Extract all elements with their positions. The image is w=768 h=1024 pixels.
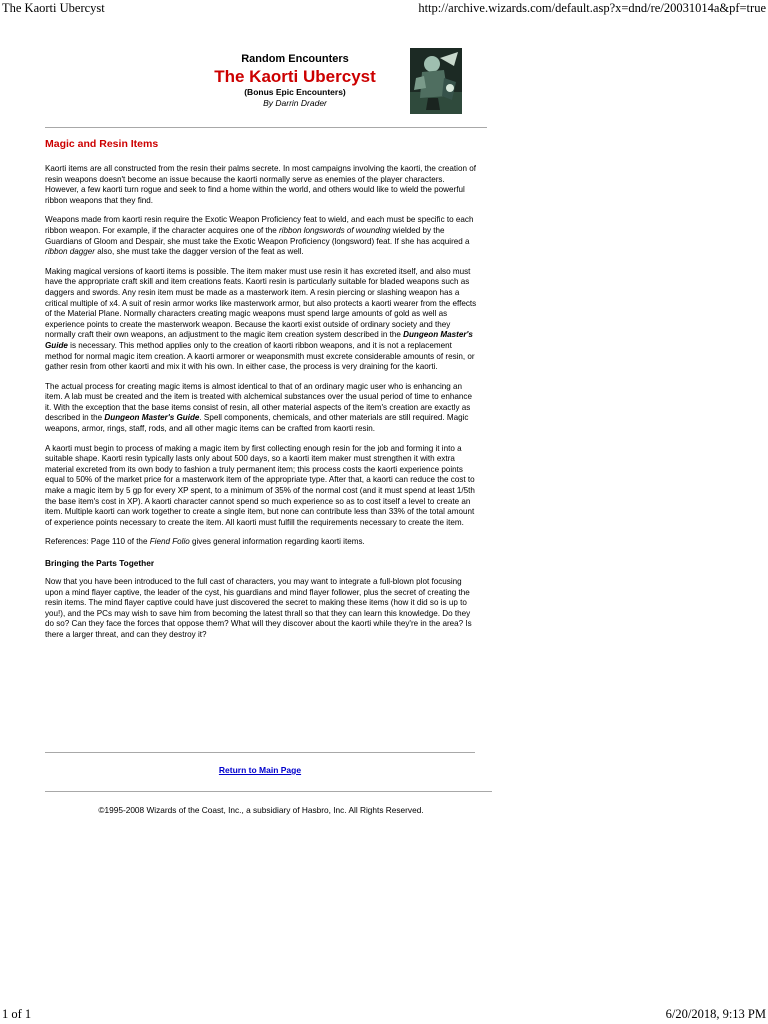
print-header bbox=[0, 0, 768, 16]
references: References: Page 110 of the Fiend Folio gives general information regarding kaorti items. bbox=[45, 537, 365, 547]
print-timestamp: 6/20/2018, 9:13 PM bbox=[665, 1007, 766, 1021]
subsection-heading: Bringing the Parts Together bbox=[45, 558, 155, 568]
header-illustration bbox=[410, 48, 462, 114]
print-url: http://archive.wizards.com/default.asp?x=dnd/re/20031014a&pf=true bbox=[418, 1, 766, 15]
article-body bbox=[45, 138, 477, 650]
print-page-count: 1 of 1 bbox=[2, 1007, 32, 1021]
paragraph-4: The actual process for creating magic items is almost identical to that of an ordinary magic user who is enhancing an item. A lab must be created and the item is treated with alchemical substances over the usual period of time to enhance it. With the exception that the base items consist of resin, all other material aspects of the item's creation are exactly as described in the Dungeon Master's Guide. Spell components, chemicals, and other materials are still required. Magic weapons, armor, rings, staff, rods, and all other magic items can be crafted from kaorti resin. bbox=[45, 381, 472, 434]
content-divider bbox=[45, 752, 475, 753]
paragraph-2: Weapons made from kaorti resin require the Exotic Weapon Proficiency feat to wield, and each must be specific to each ribbon weapon. For example, if the character acquires one of the ribbon longswords of wounding wielded by the Guardians of Gloom and Despair, she must take the Exotic Weapon Proficiency (longsword) feat. If she has acquired a ribbon dagger also, she must take the dagger version of the feat as well. bbox=[45, 215, 474, 257]
copyright-notice: ©1995-2008 Wizards of the Coast, Inc., a subsidiary of Hasbro, Inc. All Rights Reserved. bbox=[98, 805, 424, 815]
paragraph-5: A kaorti must begin to process of making a magic item by first collecting enough resin for the job and forming it into a suitable shape. Kaorti resin typically lasts only about 500 days, so a kaorti item maker must strengthen it with extra material excreted from its own body to fashion a truly permanent item; this process costs the kaorti experience points equal to 50% of the market price for a masterwork item of the appropriate type. After that, a kaorti can reduce the cost to make a magic item by 5 gp for every XP spent, to a minimum of 35% of the normal cost (and it must spend at least 1/5th the base item's cost in XP). A kaorti character cannot spend so much experience so as to cost itself a level to create an item. Multiple kaorti can work together to create a single item, but none can contribute less than 33% of the total amount of experience points necessary to create the item. All kaorti must fulfill the requirements necessary to create the item. bbox=[45, 443, 475, 527]
print-page-title: The Kaorti Ubercyst bbox=[2, 1, 105, 15]
return-to-main-link[interactable]: Return to Main Page bbox=[218, 765, 302, 775]
section-heading: Magic and Resin Items bbox=[45, 138, 159, 150]
column-kicker: Random Encounters bbox=[241, 53, 349, 65]
paragraph-6: Now that you have been introduced to the full cast of characters, you may want to integrate a full-blown plot focusing upon a mind flayer captive, the leader of the cyst, his guardians and mind flayer follower, plus the secret of creating the resin items. The mind flayer captive could have just discovered the secret to making these items (how it did so is up to you!), and the PCs may wish to save him from becoming the latest thrall so that they can learn this knowledge. Do they do so? Can they face the forces that oppose them? What will they discover about the kaorti while they're in the area? Is there a larger threat, and can they destroy it? bbox=[45, 577, 472, 639]
print-footer bbox=[0, 1006, 768, 1022]
footer-divider bbox=[45, 791, 492, 792]
article-byline: By Darrin Drader bbox=[263, 98, 327, 108]
article-subtitle: (Bonus Epic Encounters) bbox=[244, 87, 346, 97]
paragraph-3: Making magical versions of kaorti items is possible. The item maker must use resin it has excreted itself, and also must have the appropriate craft skill and item creations feats. Kaorti resin is particularly suitable for bladed weapons such as daggers and swords. Any resin item must be made as a masterwork item. A resin piercing or slashing weapon has a critical multiple of x4. A suit of resin armor works like masterwork armor, but also protects a kaorti wearer from the effects of the Material Plane. Normally characters creating magic weapons must spend large amounts of gold as well as experience points to create the masterwork weapon. Because the kaorti exist outside of ordinary society and they normally craft their own weapons, an adjustment to the magic item creation system described in the Dungeon Master's Guide is necessary. This method applies only to the creation of kaorti ribbon weapons, and it is not a replacement method for normal magic item creation. A kaorti armorer or weaponsmith must excrete considerable amounts of resin, or gather resin from other kaorti and mix it with his own. In either case, the process is very draining for the kaorti. bbox=[45, 266, 477, 372]
header-divider bbox=[45, 127, 487, 128]
article-title: The Kaorti Ubercyst bbox=[214, 67, 376, 86]
paragraph-1: Kaorti items are all constructed from the resin their palms secrete. In most campaigns involving the kaorti, the creation of resin weapons doesn't become an issue because the kaorti normally serve as enemies of the player characters. However, a few kaorti turn rogue and seek to find a home within the world, and others would like to wield the powerful ribbon weapons that they find. bbox=[45, 164, 476, 205]
